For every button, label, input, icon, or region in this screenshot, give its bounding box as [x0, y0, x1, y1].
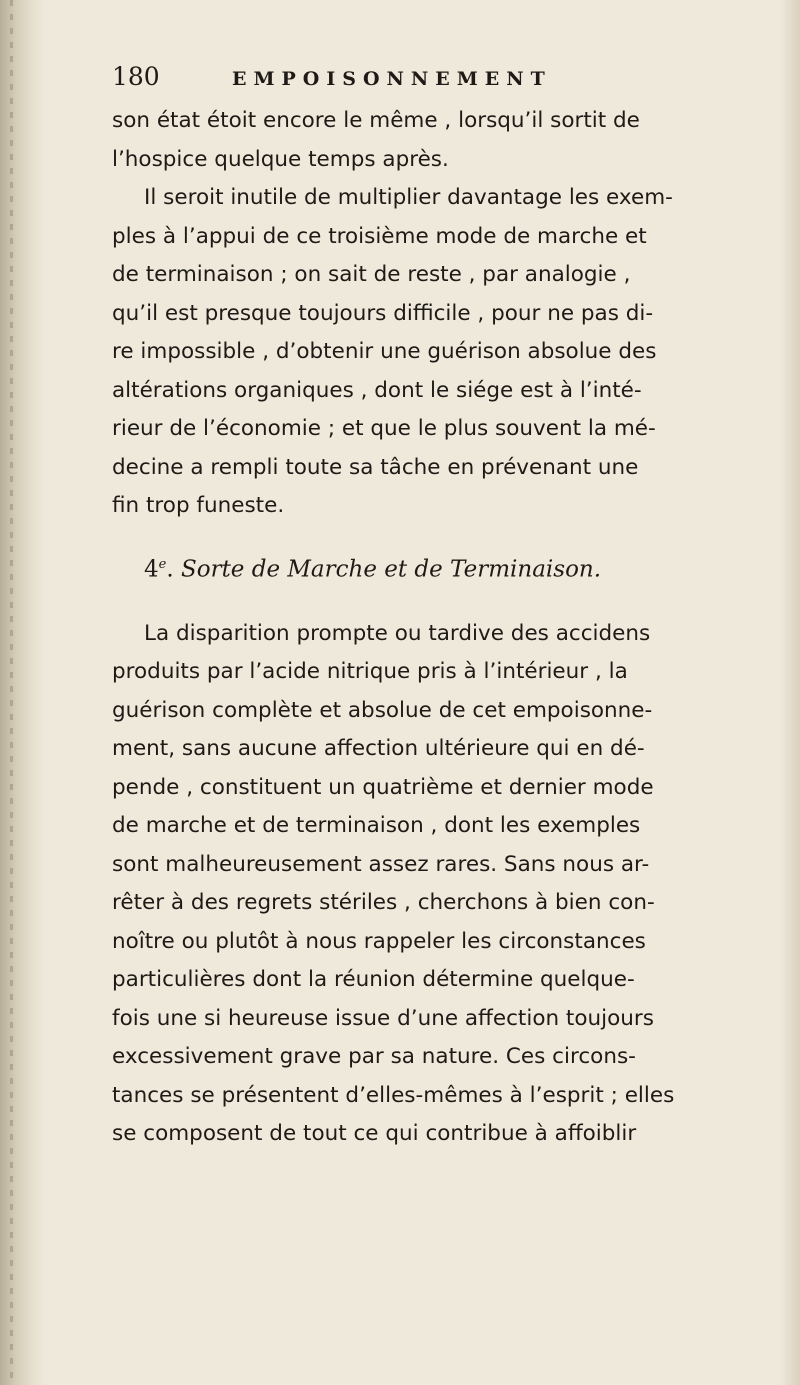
- text-line: Il seroit inutile de multiplier davantage les exem-: [144, 185, 673, 210]
- text-line: fin trop funeste.: [112, 493, 285, 518]
- text-line: rieur de l’économie ; et que le plus souvent la mé-: [112, 416, 656, 441]
- text-line: La disparition prompte ou tardive des accidens: [144, 620, 651, 646]
- book-binding-edge: [0, 0, 46, 1385]
- paragraph-continuation: [112, 102, 760, 179]
- text-line: guérison complète et absolue de cet empoisonne-: [112, 697, 653, 723]
- text-line: rêter à des regrets stériles , cherchons à bien con-: [112, 890, 655, 916]
- text-line: fois une si heureuse issue d’une affection toujours: [112, 1005, 654, 1031]
- text-line: son état étoit encore le même , lorsqu’il sortit de: [112, 108, 640, 133]
- section-number-suffix: e: [158, 556, 167, 572]
- paragraph-3: [112, 615, 760, 1154]
- text-line: decine a rempli toute sa tâche en prévenant une: [112, 454, 639, 480]
- section-number: 4: [144, 556, 159, 583]
- text-line: particulières dont la réunion détermine quelque-: [112, 967, 635, 993]
- text-line: ples à l’appui de ce troisième mode de marche et: [112, 223, 647, 249]
- text-line: tances se présentent d’elles-mêmes à l’esprit ; elles: [112, 1082, 675, 1108]
- text-line: se composent de tout ce qui contribue à affoiblir: [112, 1121, 637, 1147]
- page-number: 180: [112, 62, 160, 91]
- running-head: [112, 62, 760, 102]
- section-title: Sorte de Marche et de Terminaison.: [180, 556, 602, 583]
- text-line: ment, sans aucune affection ultérieure qui en dé-: [112, 736, 645, 762]
- text-line: altérations organiques , dont le siége est à l’inté-: [112, 377, 642, 403]
- text-line: excessivement grave par sa nature. Ces circons-: [112, 1044, 636, 1070]
- text-line: noître ou plutôt à nous rappeler les circonstances: [112, 928, 646, 954]
- text-line: pende , constituent un quatrième et dernier mode: [112, 774, 654, 800]
- body-text: [112, 102, 760, 1154]
- text-line: qu’il est presque toujours difficile , pour ne pas di-: [112, 300, 654, 326]
- text-line: produits par l’acide nitrique pris à l’intérieur , la: [112, 659, 628, 685]
- text-line: de marche et de terminaison , dont les exemples: [112, 813, 641, 839]
- text-line: re impossible , d’obtenir une guérison absolue des: [112, 339, 657, 364]
- running-title: EMPOISONNEMENT: [232, 68, 552, 90]
- text-line: sont malheureusement assez rares. Sans nous ar-: [112, 851, 650, 877]
- text-line: l’hospice quelque temps après.: [112, 146, 449, 172]
- book-page: [112, 62, 760, 1154]
- paragraph-2: [112, 179, 760, 526]
- page-edge-shadow: [780, 0, 800, 1385]
- section-heading: 4e. Sorte de Marche et de Terminaison.: [144, 556, 602, 583]
- text-line: de terminaison ; on sait de reste , par analogie ,: [112, 262, 631, 287]
